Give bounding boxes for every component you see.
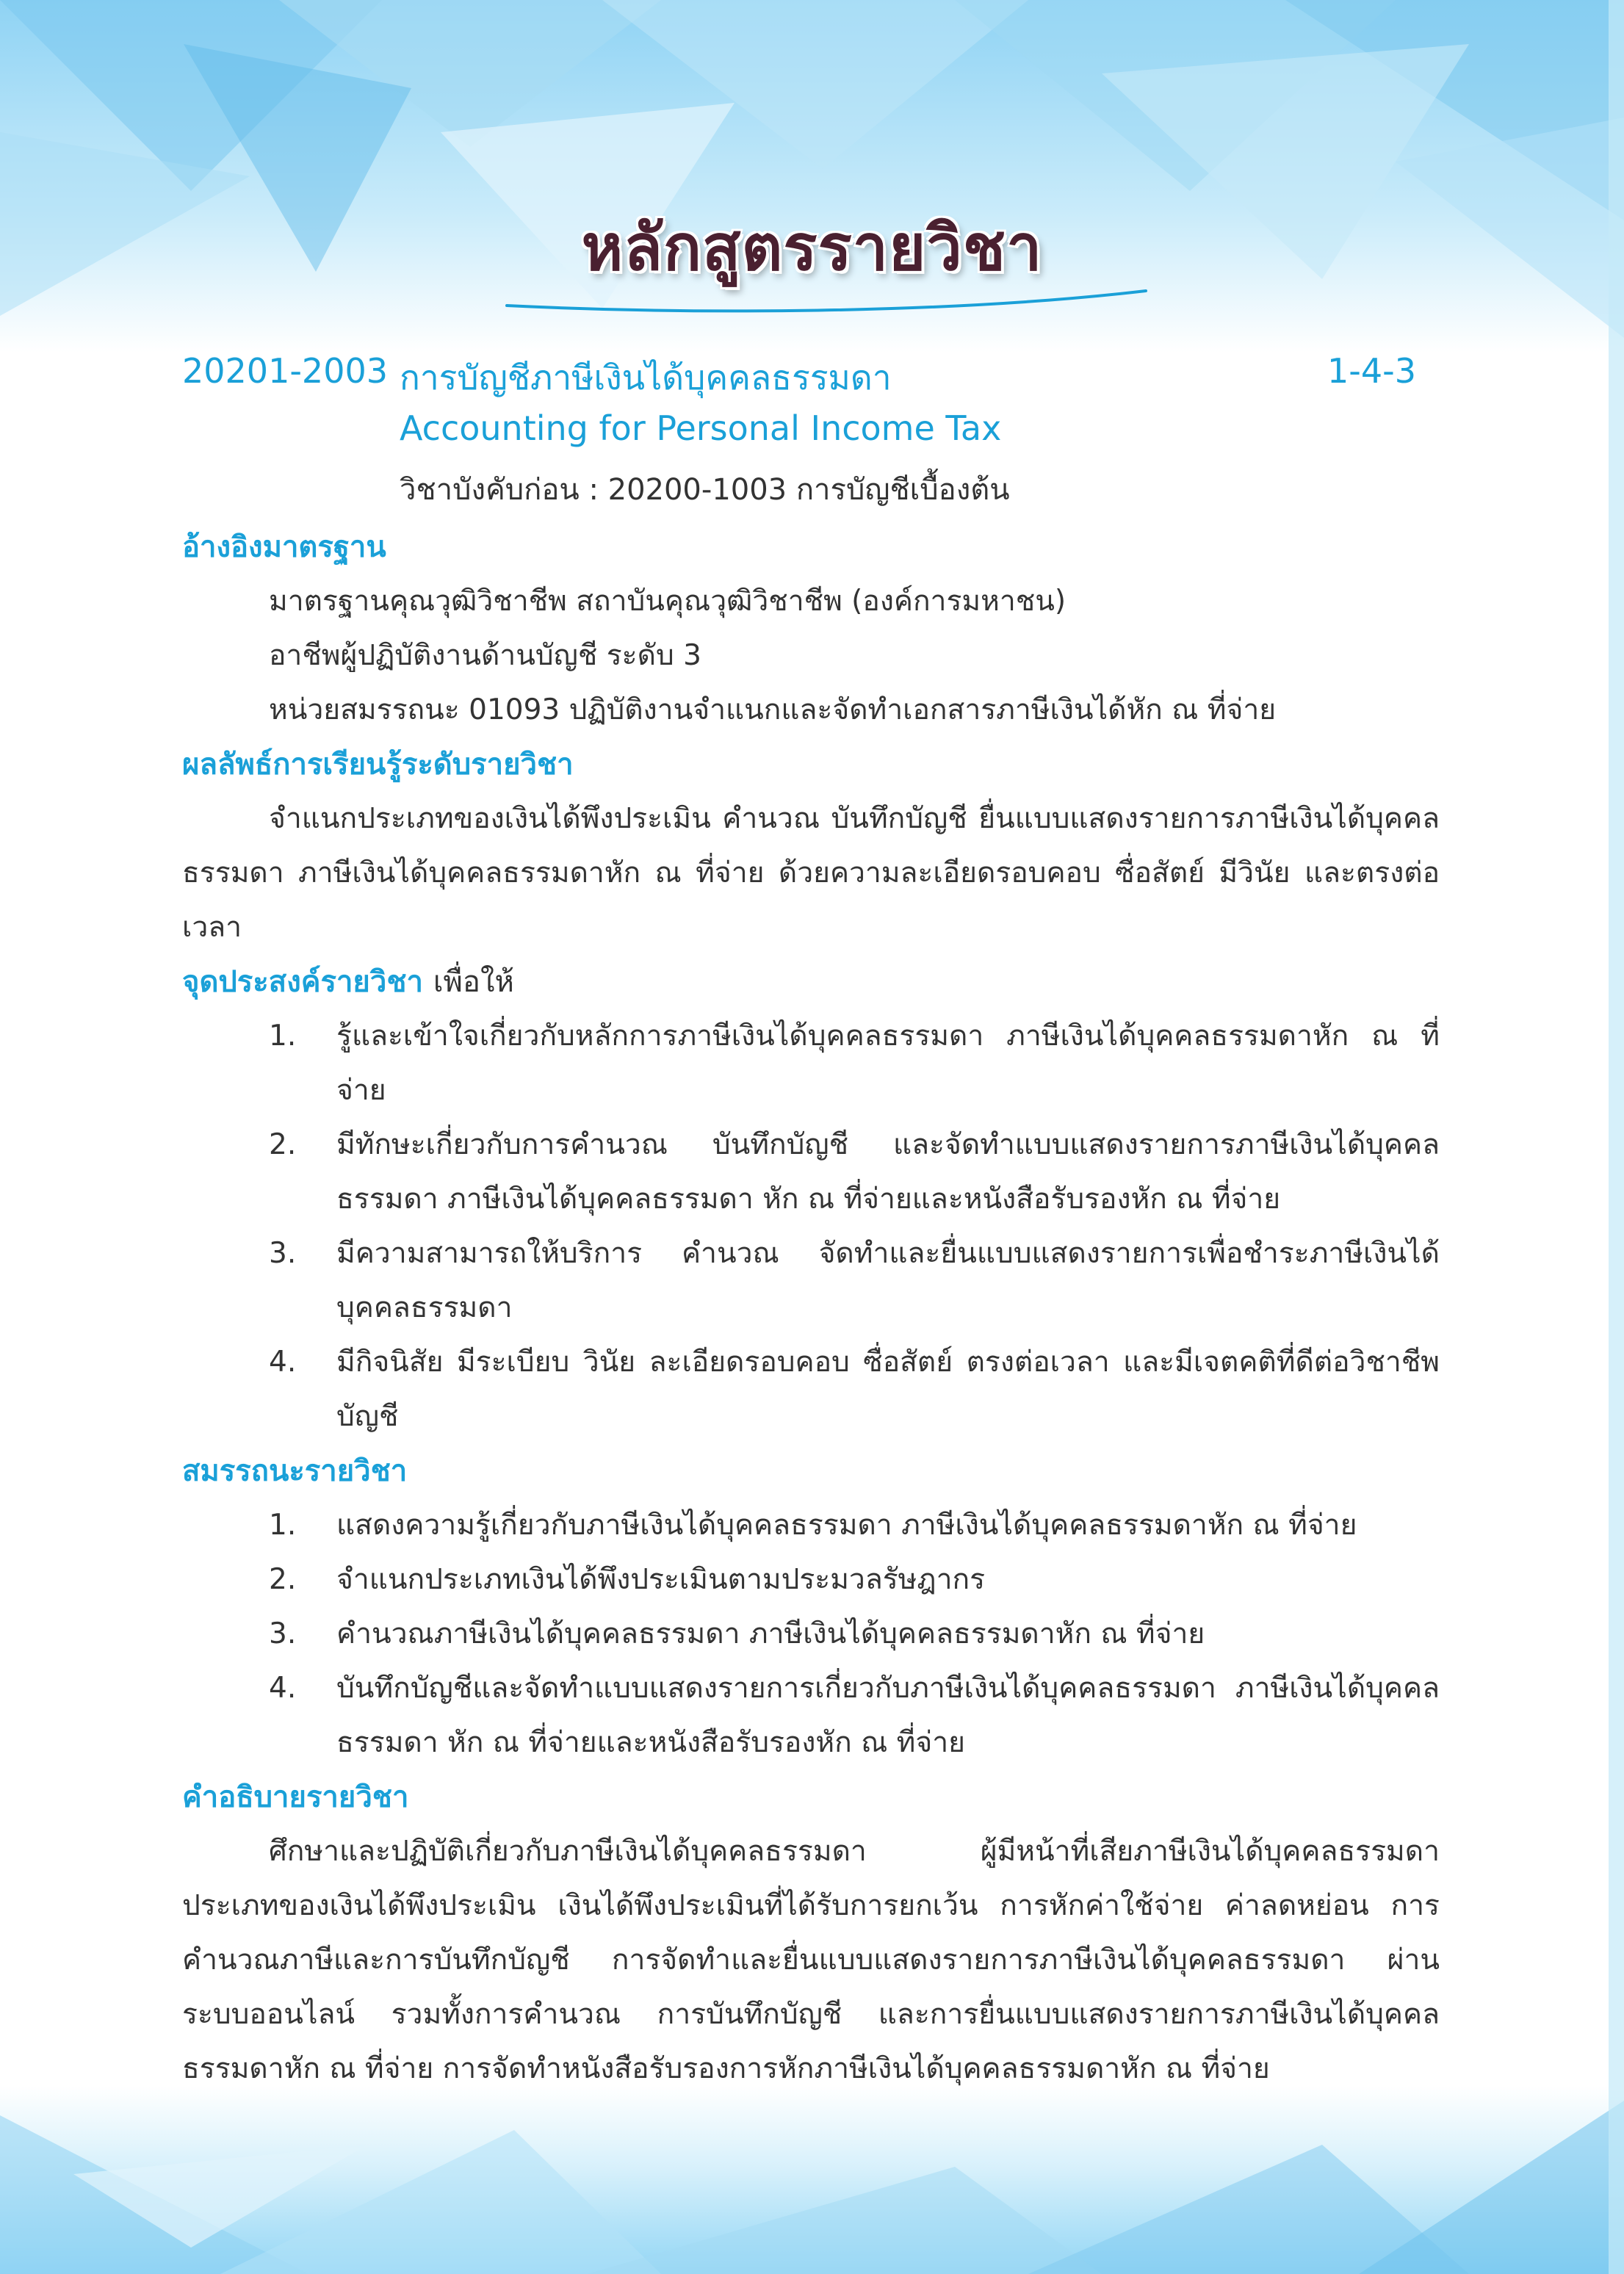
objectives-heading-label: จุดประสงค์รายวิชา	[182, 965, 423, 999]
title-underline-swoosh	[503, 281, 1150, 317]
objective-number: 1.	[269, 1019, 297, 1053]
competency-item	[182, 1661, 1440, 1770]
course-code: 20201-2003	[182, 351, 388, 391]
page-title: หลักสูตรรายวิชา	[581, 212, 1043, 285]
objectives-list	[182, 1009, 1440, 1444]
objectives-heading	[182, 955, 1440, 1009]
competency-number: 2.	[269, 1563, 297, 1596]
competency-number: 4.	[269, 1672, 297, 1705]
course-header-row	[182, 351, 1416, 403]
objective-text: มีทักษะเกี่ยวกับการคำนวณ บันทึกบัญชี และจัดทำแบบแสดงรายการภาษีเงินได้บุคคลธรรมดา ภาษีเงินได้บุคคลธรรมดา หัก ณ ที่จ่ายและหนังสือรับรองหัก ณ ที่จ่าย	[336, 1128, 1440, 1216]
learning-outcome-heading: ผลลัพธ์การเรียนรู้ระดับรายวิชา	[182, 748, 574, 782]
course-name-thai: การบัญชีภาษีเงินได้บุคคลธรรมดา	[400, 358, 892, 397]
objective-number: 4.	[269, 1346, 297, 1379]
competency-text: จำแนกประเภทเงินได้พึงประเมินตามประมวลรัษฎากร	[336, 1563, 986, 1596]
competency-number: 3.	[269, 1617, 297, 1650]
learning-outcome-text	[182, 792, 1440, 955]
competency-item	[182, 1553, 1440, 1607]
competency-number: 1.	[269, 1509, 297, 1542]
competencies-heading: สมรรถนะรายวิชา	[182, 1454, 408, 1488]
competency-text: แสดงความรู้เกี่ยวกับภาษีเงินได้บุคคลธรรมดา ภาษีเงินได้บุคคลธรรมดาหัก ณ ที่จ่าย	[336, 1509, 1357, 1542]
description-text	[182, 1824, 1440, 2096]
competency-text: บันทึกบัญชีและจัดทำแบบแสดงรายการเกี่ยวกับภาษีเงินได้บุคคลธรรมดา ภาษีเงินได้บุคคลธรรมดา หัก ณ ที่จ่ายและหนังสือรับรองหัก ณ ที่จ่าย	[336, 1672, 1440, 1759]
objective-item	[182, 1227, 1440, 1335]
competency-item	[182, 1607, 1440, 1661]
objective-text: มีกิจนิสัย มีระเบียบ วินัย ละเอียดรอบคอบ ซื่อสัตย์ ตรงต่อเวลา และมีเจตคติที่ดีต่อวิชาชีพบัญชี	[336, 1346, 1440, 1433]
reference-heading: อ้างอิงมาตรฐาน	[182, 530, 386, 564]
course-content	[182, 520, 1440, 2096]
course-name-english: Accounting for Personal Income Tax	[400, 408, 1002, 448]
reference-line: อาชีพผู้ปฏิบัติงานด้านบัญชี ระดับ 3	[269, 639, 701, 672]
learning-outcome-body: จำแนกประเภทของเงินได้พึงประเมิน คำนวณ บันทึกบัญชี ยื่นแบบแสดงรายการภาษีเงินได้บุคคลธรรมดา ภาษีเงินได้บุคคลธรรมดาหัก ณ ที่จ่าย ด้วยความละเอียดรอบคอบ ซื่อสัตย์ มีวินัย และตรงต่อเวลา	[182, 802, 1440, 944]
course-prerequisite: วิชาบังคับก่อน : 20200-1003 การบัญชีเบื้องต้น	[400, 473, 1010, 507]
description-body: ศึกษาและปฏิบัติเกี่ยวกับภาษีเงินได้บุคคลธรรมดา ผู้มีหน้าที่เสียภาษีเงินได้บุคคลธรรมดา ประเภทของเงินได้พึงประเมิน เงินได้พึงประเมินที่ได้รับการยกเว้น การหักค่าใช้จ่าย ค่าลดหย่อน การคำนวณภาษีและการบันทึกบัญชี การจัดทำและยื่นแบบแสดงรายการภาษีเงินได้บุคคลธรรมดา ผ่านระบบออนไลน์ รวมทั้งการคำนวณ การบันทึกบัญชี และการยื่นแบบแสดงรายการภาษีเงินได้บุคคลธรรมดาหัก ณ ที่จ่าย การจัดทำหนังสือรับรองการหักภาษีเงินได้บุคคลธรรมดาหัก ณ ที่จ่าย	[182, 1835, 1440, 2085]
objective-text: รู้และเข้าใจเกี่ยวกับหลักการภาษีเงินได้บุคคลธรรมดา ภาษีเงินได้บุคคลธรรมดาหัก ณ ที่จ่าย	[336, 1019, 1440, 1107]
reference-line: หน่วยสมรรถนะ 01093 ปฏิบัติงานจำแนกและจัดทำเอกสารภาษีเงินได้หัก ณ ที่จ่าย	[269, 693, 1277, 726]
description-heading: คำอธิบายรายวิชา	[182, 1780, 409, 1814]
objective-number: 2.	[269, 1128, 297, 1161]
objective-text: มีความสามารถให้บริการ คำนวณ จัดทำและยื่นแบบแสดงรายการเพื่อชำระภาษีเงินได้บุคคลธรรมดา	[336, 1237, 1440, 1324]
competency-text: คำนวณภาษีเงินได้บุคคลธรรมดา ภาษีเงินได้บุคคลธรรมดาหัก ณ ที่จ่าย	[336, 1617, 1205, 1650]
reference-line: มาตรฐานคุณวุฒิวิชาชีพ สถาบันคุณวุฒิวิชาชีพ (องค์การมหาชน)	[269, 585, 1067, 618]
course-credits: 1-4-3	[1327, 351, 1416, 391]
objective-item	[182, 1118, 1440, 1227]
objectives-heading-suffix: เพื่อให้	[433, 965, 514, 999]
objective-number: 3.	[269, 1237, 297, 1270]
competency-item	[182, 1498, 1440, 1553]
objective-item	[182, 1335, 1440, 1444]
objective-item	[182, 1009, 1440, 1118]
competencies-list	[182, 1498, 1440, 1770]
